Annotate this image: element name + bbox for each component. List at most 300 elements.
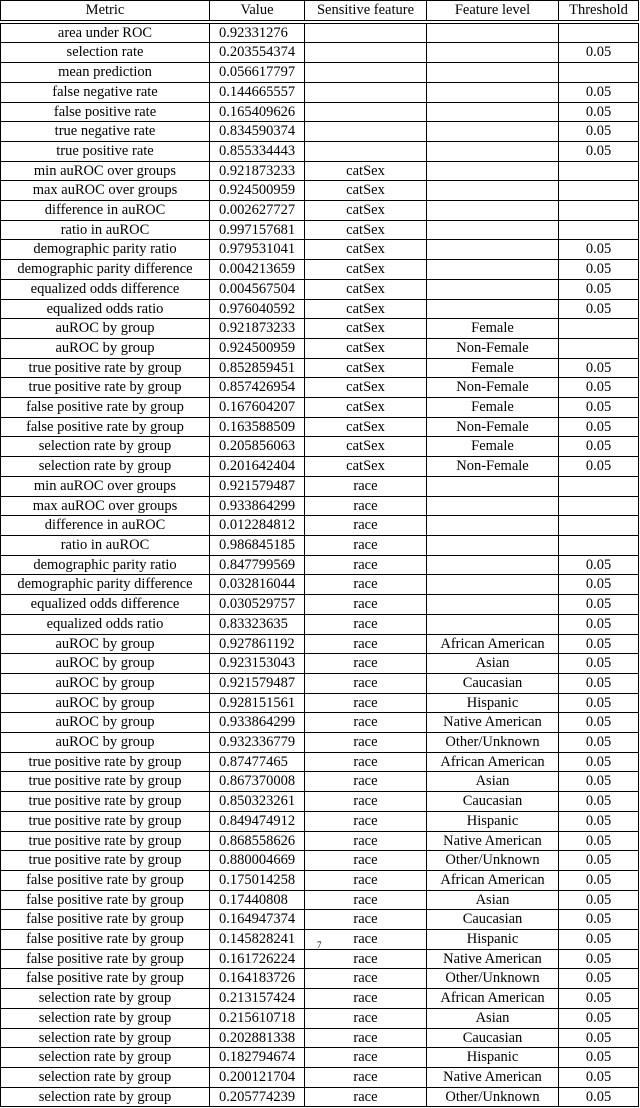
cell-metric: auROC by group — [1, 319, 210, 339]
cell-feature-level — [427, 240, 559, 260]
table-row — [1, 437, 639, 457]
cell-sensitive-feature: race — [305, 614, 427, 634]
cell-feature-level: Female — [427, 358, 559, 378]
cell-metric: true positive rate by group — [1, 831, 210, 851]
cell-sensitive-feature: race — [305, 516, 427, 536]
cell-feature-level — [427, 279, 559, 299]
cell-metric: demographic parity ratio — [1, 555, 210, 575]
table-row — [1, 831, 639, 851]
cell-value: 0.921579487 — [210, 476, 305, 496]
cell-value: 0.834590374 — [210, 122, 305, 142]
cell-value: 0.933864299 — [210, 496, 305, 516]
table-row — [1, 870, 639, 890]
cell-sensitive-feature: race — [305, 555, 427, 575]
cell-value: 0.997157681 — [210, 220, 305, 240]
cell-feature-level — [427, 220, 559, 240]
cell-sensitive-feature: race — [305, 870, 427, 890]
cell-sensitive-feature: race — [305, 476, 427, 496]
cell-feature-level: Non-Female — [427, 378, 559, 398]
cell-metric: false positive rate by group — [1, 930, 210, 950]
table-row — [1, 1048, 639, 1068]
cell-threshold: 0.05 — [559, 1048, 639, 1068]
cell-sensitive-feature: race — [305, 1008, 427, 1028]
cell-feature-level: Asian — [427, 772, 559, 792]
cell-feature-level: Non-Female — [427, 417, 559, 437]
cell-sensitive-feature: catSex — [305, 181, 427, 201]
cell-sensitive-feature: race — [305, 1067, 427, 1087]
cell-metric: selection rate by group — [1, 989, 210, 1009]
table-row — [1, 23, 639, 43]
table-row — [1, 378, 639, 398]
cell-sensitive-feature — [305, 63, 427, 83]
cell-sensitive-feature: catSex — [305, 279, 427, 299]
cell-feature-level: Native American — [427, 949, 559, 969]
cell-metric: max auROC over groups — [1, 181, 210, 201]
cell-sensitive-feature: catSex — [305, 299, 427, 319]
table-row — [1, 1067, 639, 1087]
table-row — [1, 693, 639, 713]
cell-feature-level — [427, 122, 559, 142]
table-row — [1, 516, 639, 536]
cell-threshold — [559, 319, 639, 339]
cell-metric: true positive rate by group — [1, 851, 210, 871]
cell-threshold — [559, 535, 639, 555]
cell-feature-level: Asian — [427, 654, 559, 674]
cell-value: 0.167604207 — [210, 398, 305, 418]
cell-value: 0.213157424 — [210, 989, 305, 1009]
table-row — [1, 851, 639, 871]
table-row — [1, 654, 639, 674]
table-row — [1, 910, 639, 930]
cell-sensitive-feature: race — [305, 496, 427, 516]
cell-threshold: 0.05 — [559, 614, 639, 634]
cell-sensitive-feature: race — [305, 595, 427, 615]
cell-threshold — [559, 476, 639, 496]
table-row — [1, 476, 639, 496]
cell-sensitive-feature: catSex — [305, 378, 427, 398]
cell-value: 0.923153043 — [210, 654, 305, 674]
table-row — [1, 220, 639, 240]
cell-feature-level: Native American — [427, 1067, 559, 1087]
cell-value: 0.928151561 — [210, 693, 305, 713]
cell-threshold — [559, 63, 639, 83]
cell-sensitive-feature — [305, 102, 427, 122]
cell-sensitive-feature — [305, 141, 427, 161]
cell-value: 0.83323635 — [210, 614, 305, 634]
cell-threshold: 0.05 — [559, 595, 639, 615]
cell-metric: true positive rate — [1, 141, 210, 161]
cell-threshold: 0.05 — [559, 811, 639, 831]
cell-threshold: 0.05 — [559, 851, 639, 871]
cell-metric: min auROC over groups — [1, 161, 210, 181]
cell-value: 0.852859451 — [210, 358, 305, 378]
cell-feature-level — [427, 82, 559, 102]
cell-sensitive-feature: catSex — [305, 220, 427, 240]
cell-feature-level — [427, 575, 559, 595]
cell-sensitive-feature: race — [305, 535, 427, 555]
cell-threshold: 0.05 — [559, 43, 639, 63]
cell-feature-level — [427, 43, 559, 63]
cell-metric: false positive rate by group — [1, 398, 210, 418]
cell-metric: true positive rate by group — [1, 358, 210, 378]
cell-value: 0.164947374 — [210, 910, 305, 930]
table-row — [1, 260, 639, 280]
cell-sensitive-feature: race — [305, 1048, 427, 1068]
cell-sensitive-feature: race — [305, 752, 427, 772]
cell-sensitive-feature — [305, 82, 427, 102]
cell-metric: auROC by group — [1, 634, 210, 654]
cell-threshold: 0.05 — [559, 733, 639, 753]
table-row — [1, 1008, 639, 1028]
cell-metric: difference in auROC — [1, 201, 210, 221]
table-row — [1, 319, 639, 339]
cell-threshold — [559, 496, 639, 516]
table-row — [1, 890, 639, 910]
cell-metric: false positive rate by group — [1, 890, 210, 910]
cell-metric: selection rate by group — [1, 1008, 210, 1028]
cell-metric: area under ROC — [1, 23, 210, 43]
cell-metric: auROC by group — [1, 338, 210, 358]
cell-feature-level: Hispanic — [427, 811, 559, 831]
cell-metric: min auROC over groups — [1, 476, 210, 496]
table-row — [1, 535, 639, 555]
cell-value: 0.056617797 — [210, 63, 305, 83]
cell-threshold: 0.05 — [559, 299, 639, 319]
table-row — [1, 161, 639, 181]
cell-threshold: 0.05 — [559, 693, 639, 713]
cell-threshold — [559, 201, 639, 221]
cell-metric: auROC by group — [1, 654, 210, 674]
cell-feature-level — [427, 299, 559, 319]
cell-feature-level: Female — [427, 398, 559, 418]
cell-metric: selection rate by group — [1, 457, 210, 477]
cell-threshold: 0.05 — [559, 1028, 639, 1048]
cell-sensitive-feature: race — [305, 831, 427, 851]
cell-feature-level: Native American — [427, 713, 559, 733]
cell-metric: true positive rate by group — [1, 792, 210, 812]
cell-threshold: 0.05 — [559, 890, 639, 910]
cell-sensitive-feature: race — [305, 1028, 427, 1048]
table-row — [1, 63, 639, 83]
cell-value: 0.032816044 — [210, 575, 305, 595]
cell-value: 0.933864299 — [210, 713, 305, 733]
cell-sensitive-feature: catSex — [305, 260, 427, 280]
cell-threshold: 0.05 — [559, 555, 639, 575]
cell-threshold: 0.05 — [559, 398, 639, 418]
cell-metric: auROC by group — [1, 693, 210, 713]
cell-metric: true positive rate by group — [1, 752, 210, 772]
cell-sensitive-feature: catSex — [305, 338, 427, 358]
cell-threshold: 0.05 — [559, 575, 639, 595]
cell-metric: false positive rate by group — [1, 949, 210, 969]
table-row — [1, 122, 639, 142]
cell-sensitive-feature — [305, 23, 427, 43]
cell-feature-level — [427, 260, 559, 280]
cell-value: 0.182794674 — [210, 1048, 305, 1068]
cell-feature-level — [427, 555, 559, 575]
cell-value: 0.030529757 — [210, 595, 305, 615]
cell-value: 0.857426954 — [210, 378, 305, 398]
cell-value: 0.87477465 — [210, 752, 305, 772]
cell-threshold — [559, 181, 639, 201]
cell-metric: false positive rate by group — [1, 969, 210, 989]
cell-value: 0.986845185 — [210, 535, 305, 555]
cell-value: 0.145828241 — [210, 930, 305, 950]
cell-metric: false negative rate — [1, 82, 210, 102]
cell-threshold — [559, 23, 639, 43]
cell-feature-level: Other/Unknown — [427, 1087, 559, 1107]
table-row — [1, 555, 639, 575]
cell-value: 0.924500959 — [210, 338, 305, 358]
header-metric: Metric — [1, 1, 210, 21]
cell-feature-level: Caucasian — [427, 673, 559, 693]
cell-feature-level — [427, 181, 559, 201]
cell-sensitive-feature: catSex — [305, 240, 427, 260]
cell-sensitive-feature: catSex — [305, 437, 427, 457]
cell-value: 0.165409626 — [210, 102, 305, 122]
table-row — [1, 1087, 639, 1107]
cell-metric: difference in auROC — [1, 516, 210, 536]
cell-value: 0.921579487 — [210, 673, 305, 693]
cell-sensitive-feature: race — [305, 930, 427, 950]
cell-threshold: 0.05 — [559, 870, 639, 890]
cell-threshold: 0.05 — [559, 417, 639, 437]
cell-sensitive-feature: race — [305, 851, 427, 871]
cell-sensitive-feature: race — [305, 634, 427, 654]
table-row — [1, 102, 639, 122]
table-row — [1, 181, 639, 201]
cell-feature-level — [427, 63, 559, 83]
cell-sensitive-feature: race — [305, 949, 427, 969]
cell-value: 0.201642404 — [210, 457, 305, 477]
cell-sensitive-feature: catSex — [305, 161, 427, 181]
cell-feature-level — [427, 161, 559, 181]
cell-value: 0.850323261 — [210, 792, 305, 812]
cell-value: 0.855334443 — [210, 141, 305, 161]
cell-metric: demographic parity difference — [1, 575, 210, 595]
cell-value: 0.979531041 — [210, 240, 305, 260]
cell-value: 0.200121704 — [210, 1067, 305, 1087]
cell-feature-level: Hispanic — [427, 930, 559, 950]
table-row — [1, 811, 639, 831]
cell-metric: equalized odds ratio — [1, 299, 210, 319]
cell-metric: auROC by group — [1, 713, 210, 733]
cell-value: 0.17440808 — [210, 890, 305, 910]
cell-metric: true positive rate by group — [1, 772, 210, 792]
cell-value: 0.976040592 — [210, 299, 305, 319]
cell-value: 0.847799569 — [210, 555, 305, 575]
cell-feature-level — [427, 595, 559, 615]
cell-feature-level: Asian — [427, 1008, 559, 1028]
cell-sensitive-feature: race — [305, 693, 427, 713]
table-row — [1, 141, 639, 161]
cell-value: 0.927861192 — [210, 634, 305, 654]
cell-metric: false positive rate by group — [1, 870, 210, 890]
table-row — [1, 398, 639, 418]
cell-threshold: 0.05 — [559, 260, 639, 280]
cell-value: 0.175014258 — [210, 870, 305, 890]
cell-feature-level: Hispanic — [427, 693, 559, 713]
table-row — [1, 1028, 639, 1048]
cell-sensitive-feature: race — [305, 792, 427, 812]
table-row — [1, 279, 639, 299]
header-value: Value — [210, 1, 305, 21]
cell-value: 0.203554374 — [210, 43, 305, 63]
cell-value: 0.868558626 — [210, 831, 305, 851]
cell-metric: ratio in auROC — [1, 535, 210, 555]
cell-value: 0.205774239 — [210, 1087, 305, 1107]
cell-metric: selection rate by group — [1, 1087, 210, 1107]
cell-threshold — [559, 161, 639, 181]
cell-value: 0.004567504 — [210, 279, 305, 299]
cell-metric: ratio in auROC — [1, 220, 210, 240]
cell-threshold — [559, 220, 639, 240]
cell-sensitive-feature: race — [305, 811, 427, 831]
cell-metric: false positive rate by group — [1, 417, 210, 437]
cell-metric: selection rate by group — [1, 437, 210, 457]
cell-threshold: 0.05 — [559, 82, 639, 102]
cell-value: 0.002627727 — [210, 201, 305, 221]
table-row — [1, 733, 639, 753]
header-sensitive-feature: Sensitive feature — [305, 1, 427, 21]
cell-feature-level: Caucasian — [427, 910, 559, 930]
cell-value: 0.004213659 — [210, 260, 305, 280]
cell-value: 0.92331276 — [210, 23, 305, 43]
cell-metric: demographic parity difference — [1, 260, 210, 280]
cell-threshold: 0.05 — [559, 1008, 639, 1028]
cell-metric: max auROC over groups — [1, 496, 210, 516]
cell-metric: selection rate by group — [1, 1067, 210, 1087]
cell-threshold: 0.05 — [559, 654, 639, 674]
cell-value: 0.202881338 — [210, 1028, 305, 1048]
table-row — [1, 417, 639, 437]
cell-threshold: 0.05 — [559, 437, 639, 457]
cell-threshold: 0.05 — [559, 752, 639, 772]
cell-sensitive-feature: race — [305, 969, 427, 989]
table-row — [1, 949, 639, 969]
table-row — [1, 989, 639, 1009]
cell-sensitive-feature: race — [305, 890, 427, 910]
cell-feature-level — [427, 516, 559, 536]
cell-metric: equalized odds difference — [1, 279, 210, 299]
cell-metric: equalized odds ratio — [1, 614, 210, 634]
cell-sensitive-feature: catSex — [305, 358, 427, 378]
cell-feature-level — [427, 201, 559, 221]
cell-value: 0.921873233 — [210, 161, 305, 181]
table-row — [1, 496, 639, 516]
table-row — [1, 575, 639, 595]
cell-sensitive-feature: race — [305, 989, 427, 1009]
cell-value: 0.164183726 — [210, 969, 305, 989]
cell-threshold: 0.05 — [559, 279, 639, 299]
cell-value: 0.161726224 — [210, 949, 305, 969]
cell-threshold: 0.05 — [559, 831, 639, 851]
cell-metric: false positive rate — [1, 102, 210, 122]
cell-threshold: 0.05 — [559, 673, 639, 693]
cell-sensitive-feature: race — [305, 910, 427, 930]
cell-threshold: 0.05 — [559, 792, 639, 812]
cell-feature-level: Female — [427, 437, 559, 457]
cell-sensitive-feature — [305, 43, 427, 63]
cell-metric: mean prediction — [1, 63, 210, 83]
cell-feature-level — [427, 476, 559, 496]
cell-sensitive-feature: race — [305, 733, 427, 753]
cell-metric: auROC by group — [1, 733, 210, 753]
cell-feature-level: Native American — [427, 831, 559, 851]
cell-metric: selection rate by group — [1, 1028, 210, 1048]
table-row — [1, 358, 639, 378]
cell-value: 0.144665557 — [210, 82, 305, 102]
table-row — [1, 713, 639, 733]
cell-threshold: 0.05 — [559, 969, 639, 989]
cell-feature-level: Asian — [427, 890, 559, 910]
cell-threshold: 0.05 — [559, 378, 639, 398]
table-header-row — [1, 1, 639, 21]
cell-feature-level — [427, 23, 559, 43]
cell-threshold: 0.05 — [559, 634, 639, 654]
cell-threshold: 0.05 — [559, 141, 639, 161]
table-row — [1, 82, 639, 102]
cell-threshold — [559, 516, 639, 536]
cell-threshold: 0.05 — [559, 1067, 639, 1087]
table-row — [1, 457, 639, 477]
table-row — [1, 634, 639, 654]
cell-feature-level: Non-Female — [427, 338, 559, 358]
cell-sensitive-feature: race — [305, 1087, 427, 1107]
cell-threshold: 0.05 — [559, 122, 639, 142]
cell-value: 0.880004669 — [210, 851, 305, 871]
cell-feature-level — [427, 535, 559, 555]
cell-feature-level: African American — [427, 634, 559, 654]
table-row — [1, 299, 639, 319]
cell-feature-level: African American — [427, 870, 559, 890]
cell-value: 0.849474912 — [210, 811, 305, 831]
cell-feature-level: African American — [427, 752, 559, 772]
table-row — [1, 240, 639, 260]
cell-sensitive-feature: catSex — [305, 457, 427, 477]
cell-feature-level: Caucasian — [427, 792, 559, 812]
cell-metric: selection rate — [1, 43, 210, 63]
cell-metric: auROC by group — [1, 673, 210, 693]
cell-threshold: 0.05 — [559, 457, 639, 477]
cell-sensitive-feature — [305, 122, 427, 142]
cell-threshold: 0.05 — [559, 1087, 639, 1107]
cell-threshold: 0.05 — [559, 240, 639, 260]
cell-value: 0.163588509 — [210, 417, 305, 437]
table-row — [1, 752, 639, 772]
cell-feature-level: Female — [427, 319, 559, 339]
cell-sensitive-feature: catSex — [305, 398, 427, 418]
cell-metric: demographic parity ratio — [1, 240, 210, 260]
cell-value: 0.867370008 — [210, 772, 305, 792]
cell-value: 0.012284812 — [210, 516, 305, 536]
table-row — [1, 43, 639, 63]
cell-feature-level: Other/Unknown — [427, 851, 559, 871]
table-row — [1, 201, 639, 221]
header-threshold: Threshold — [559, 1, 639, 21]
table-row — [1, 673, 639, 693]
cell-threshold: 0.05 — [559, 910, 639, 930]
cell-feature-level — [427, 496, 559, 516]
table-row — [1, 338, 639, 358]
table-row — [1, 969, 639, 989]
cell-threshold: 0.05 — [559, 949, 639, 969]
table-row — [1, 614, 639, 634]
cell-metric: selection rate by group — [1, 1048, 210, 1068]
cell-threshold: 0.05 — [559, 989, 639, 1009]
cell-sensitive-feature: catSex — [305, 417, 427, 437]
cell-feature-level — [427, 141, 559, 161]
